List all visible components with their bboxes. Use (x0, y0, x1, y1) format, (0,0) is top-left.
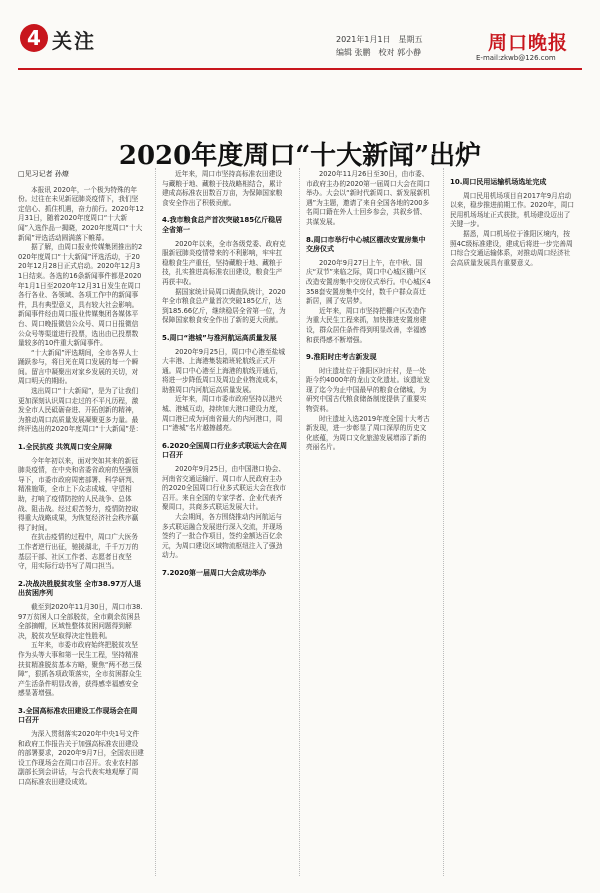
news-item-paragraph: 近年来，周口市坚持把棚户区改造作为重大民生工程来抓，加快推进安置房建设，群众居住条件得到明显改善，幸福感和获得感不断增强。 (306, 306, 427, 344)
news-item-heading: 10.周口民用运输机场选址完成 (450, 178, 547, 186)
editor: 编辑 张鹏 (336, 48, 371, 57)
column-divider (299, 168, 300, 876)
news-item-paragraph: 为深入贯彻落实2020年中央1号文件和政府工作报告关于加强高标准农田建设的部署要求，2020年9月7日，全国农田建设工作现场会在周口市召开。农业农村部副部长到会讲话，与会代表实地观摩了周口高标准农田建设成效。 (18, 730, 144, 787)
news-item-paragraph: 截至到2020年11月30日，周口市38.97万贫困人口全部脱贫，全市剩余贫困县全部摘帽，区域性整体贫困问题得到解决，脱贫攻坚取得决定性胜利。 (18, 602, 143, 640)
intro-paragraph: 选出周口“十大新闻”，是为了让我们更加深刻认识周口走过的不平凡历程，激发全市人民砥砺奋进、开拓创新的精神，为推动周口高质量发展凝聚更多力量。最终评选出的2020年度周口“十大新闻”是： (18, 387, 143, 434)
news-item-heading: 7.2020第一届周口大会成功举办 (162, 568, 267, 577)
weekday: 星期五 (398, 35, 423, 44)
editor-credits (336, 47, 429, 58)
page-number-badge: 4 (20, 24, 48, 52)
contact-email: E-mail:zkwb@126.com (476, 54, 556, 62)
header-rule (18, 68, 582, 70)
news-item-paragraph: 近年来，周口市委市政府坚持以港兴城、港城互动，持续加大港口建设力度，周口港已成为河南省最大的内河港口，周口“港城”名片越擦越亮。 (162, 395, 283, 433)
news-item-heading: 6.2020全国周口行业多式联运大会在周口召开 (162, 441, 288, 460)
news-item-paragraph: 据国家统计局周口调查队统计，2020年全市粮食总产量首次突破185亿斤，达到185.66亿斤，继续稳居全省第一位，为保障国家粮食安全作出了新的更大贡献。 (162, 287, 286, 325)
column-divider (155, 168, 156, 876)
page-header (0, 0, 600, 72)
date: 2021年1月1日 (336, 35, 391, 44)
article-column-2 (162, 170, 288, 583)
news-item-paragraph: 大会期间，各方围绕推动内河航运与多式联运融合发展进行深入交流，并现场签约了一批合作项目，签约金额达百亿余元，为周口建设区域物流枢纽注入了强劲动力。 (162, 513, 283, 560)
byline: □见习记者 孙燎 (18, 170, 69, 178)
news-item-paragraph: 2020年以来，全市各级党委、政府克服新冠肺炎疫情带来的不利影响，牢牢扛稳粮食生产重任，坚持藏粮于地、藏粮于技，扎实推进高标准农田建设，粮食生产再获丰收。 (162, 239, 286, 286)
intro-paragraph: 据了解，由周口报业传媒集团推出的2020年度周口“十大新闻”评选活动，于2020年12月28日正式启动。2020年12月31日结束。各选的16条新闻事件都是2020年1月1日至2020年12月31日发生在周口各行各业、各领域、各项工作中的新闻事件，具有典型意义，具有较大社会影响。新闻事件经由周口报业传媒集团各媒体平台、周口晚报微信公众号、周口日报微信公众号等渠道进行投票，选出由已投票数量较多的10件重大新闻事件。 (18, 243, 143, 348)
news-item-heading: 5.周口“港城”与淮河航运高质量发展 (162, 333, 277, 342)
column-divider (443, 168, 444, 876)
news-item-heading: 9.淮阳时庄考古新发现 (306, 353, 377, 362)
news-item-paragraph: 据悉，周口机场位于淮阳区境内，按照4C级标准建设，建成后将进一步完善周口综合交通运输体系，对推动周口经济社会高质量发展具有重要意义。 (450, 229, 573, 267)
news-item-heading: 8.周口市举行中心城区棚改安置房集中交房仪式 (306, 235, 426, 254)
news-item-paragraph: 2020年11月26日至30日，由市委、市政府主办的2020第一届周口大会在周口举办。大会以“新时代新周口、新发展新机遇”为主题，邀请了来自全国各地的200多名周口籍在外人士回乡参会，共叙乡情、共谋发展。 (306, 170, 431, 226)
news-item-paragraph: 近年来，周口市坚持高标准农田建设与藏粮于地、藏粮于技战略相结合，累计建成高标准农田数百万亩，为保障国家粮食安全作出了积极贡献。 (162, 170, 283, 207)
news-item-heading: 2.决战决胜脱贫攻坚 全市38.97万人退出贫困序列 (18, 579, 142, 598)
headline: 2020年度周口“十大新闻”出炉 (118, 141, 482, 172)
news-item-paragraph: 今年年初以来，面对突如其来的新冠肺炎疫情，在中央和省委省政府的坚强领导下，市委市政府周密部署、科学研判、精准施策，全市上下众志成城、守望相助，打响了疫情防控的人民战争、总体战、阻击战。经过艰苦努力，疫情防控取得重大战略成果，为恢复经济社会秩序赢得了时间。 (18, 456, 139, 532)
news-item-paragraph: 五年来，市委市政府始终把脱贫攻坚作为头等大事和第一民生工程，坚持精准扶贫精准脱贫基本方略，聚焦“两不愁三保障”，狠抓各项政策落实，全市贫困群众生产生活条件明显改善，获得感幸福感安全感显著增强。 (18, 641, 142, 698)
article-column-3 (306, 170, 432, 453)
news-item-heading: 1.全民抗疫 共筑周口安全屏障 (18, 443, 112, 452)
section-title: 关注 (52, 29, 96, 53)
intro-paragraph: 本报讯 2020年，一个极为特殊的年份。过往在未见新冠肺炎疫情下，我们坚定信心、抓住机遇，奋力前行。2020年12月31日，随着2020年度周口“十大新闻”入选作品一揭晓，2020年度周口“十大新闻”评选活动圆满落下帷幕。 (18, 185, 144, 242)
news-item-paragraph: 周口民用机场项目自2017年9月启动以来，稳步推进前期工作。2020年，周口民用机场场址正式获批，机场建设迈出了关键一步。 (450, 191, 575, 229)
news-item-paragraph: 在抗击疫情的过程中，周口广大医务工作者逆行出征，驰援湖北，千千万万的基层干部、社区工作者、志愿者日夜坚守，用实际行动书写了周口担当。 (18, 533, 139, 571)
newspaper-logo: 周口晚报 (488, 32, 569, 54)
news-item-paragraph: 2020年9月25日，由中国港口协会、河南省交通运输厅、周口市人民政府主办的2020全国周口行业多式联运大会在我市召开。来自全国的专家学者、企业代表齐聚周口，共商多式联运发展大计。 (162, 465, 287, 512)
news-item-heading: 3.全国高标准农田建设工作现场会在周口召开 (18, 706, 138, 725)
intro-paragraph: “十大新闻”评选期间，全市各界人士踊跃参与，将目光在周口发展的每一个瞬间。留言中凝聚出对家乡发展的关切，对周口明天的期盼。 (18, 348, 139, 386)
article-column-1 (18, 170, 144, 788)
article-column-4 (450, 170, 576, 268)
proofreader: 校对 郭小静 (378, 48, 422, 57)
news-item-paragraph: 时庄遗址入选2019年度全国十大考古新发现，进一步彰显了周口深厚的历史文化底蕴，为周口文化旅游发展增添了新的亮丽名片。 (306, 414, 430, 452)
news-item-paragraph: 时庄遗址位于淮阳区时庄村，是一处距今约4000年的龙山文化遗址。该遗址发现了迄今为止中国最早的粮食仓储城，为研究中国古代粮食储备制度提供了重要实物资料。 (306, 366, 431, 414)
news-item-paragraph: 2020年9月25日，周口中心港至盐城大丰港、上海港集装箱班轮航线正式开通。周口中心港至上海港的航线开通后，将进一步降低周口及周边企业物流成本，助推周口内河航运高质量发展。 (162, 347, 286, 394)
issue-date (336, 34, 431, 45)
news-item-paragraph: 2020年9月27日上午，在中秋、国庆“双节”来临之际，周口中心城区棚户区改造安置房集中交房仪式举行。中心城区4358套安置房集中交付，数千户群众喜迁新居，圆了安居梦。 (306, 258, 431, 306)
news-item-heading: 4.我市粮食总产首次突破185亿斤稳居全省第一 (162, 216, 283, 234)
